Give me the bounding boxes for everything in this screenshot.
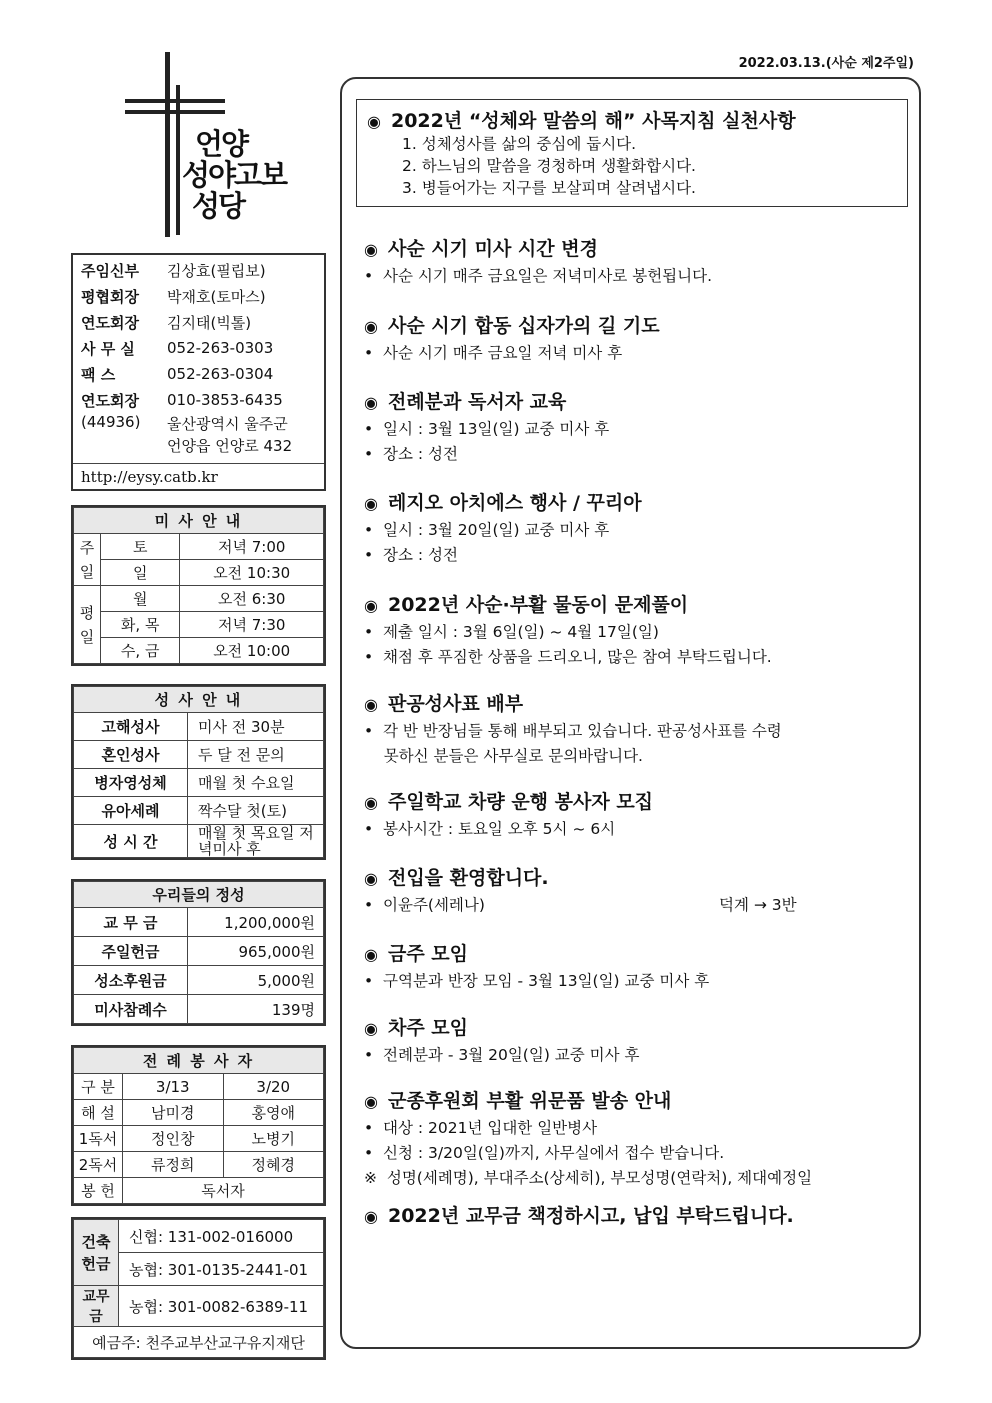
mass-day: 화, 목 (101, 612, 180, 638)
section-item (364, 744, 909, 769)
offering-table (73, 881, 324, 1024)
bullseye-icon: ◉ (364, 317, 378, 336)
section-item-text: • 대상 : 2021년 입대한 일반병사 (364, 1119, 598, 1137)
bullseye-icon: ◉ (364, 393, 378, 412)
server-name: 정인창 (123, 1126, 224, 1152)
info-row (73, 387, 324, 413)
bullseye-icon: ◉ (364, 596, 378, 615)
bullseye-icon: ◉ (364, 793, 378, 812)
servers-table (73, 1047, 324, 1204)
sacrament-info: 짝수달 첫(토) (188, 797, 324, 825)
cross-vertical-1 (165, 52, 170, 237)
mass-title: 미 사 안 내 (74, 508, 324, 534)
server-name: 남미경 (123, 1100, 224, 1126)
info-label: 사 무 실 (81, 339, 135, 358)
offering-amount: 1,200,000원 (188, 908, 324, 937)
section-title-text: 2022년 교무금 책정하시고, 납입 부탁드립니다. (387, 1205, 794, 1227)
section-title-text: 판공성사표 배부 (387, 693, 524, 715)
info-value: 김상효(필립보) (167, 261, 266, 280)
section-title-text: 차주 모임 (387, 1017, 468, 1039)
website-link[interactable]: http://eysy.catb.kr (73, 463, 324, 490)
section-title (364, 387, 909, 414)
accounts-table (73, 1219, 324, 1358)
section-title-text: 사순 시기 합동 십자가의 길 기도 (387, 315, 660, 337)
section-title (364, 787, 909, 814)
sacrament-info: 매월 첫 수요일 (188, 769, 324, 797)
servers-header-date: 3/20 (223, 1074, 324, 1100)
guideline-item: 3. 병들어가는 지구를 보살피며 살려냅시다. (402, 179, 696, 197)
cross-vertical-2 (176, 85, 180, 235)
section-item (364, 1166, 909, 1191)
bullseye-icon: ◉ (364, 1207, 378, 1226)
sacrament-table (73, 686, 324, 858)
announcement-section (364, 1013, 909, 1068)
bullseye-icon: ◉ (364, 240, 378, 259)
section-item-extra: 덕계 → 3반 (719, 896, 797, 914)
server-role: 1독서 (74, 1126, 123, 1152)
section-item (364, 1043, 909, 1068)
section-item (364, 442, 909, 467)
mass-day: 토 (101, 534, 180, 560)
logo-line1: 언양 (195, 127, 248, 161)
section-title-text: 군종후원회 부활 위문품 발송 안내 (387, 1090, 672, 1112)
sunday-label: 주일 (74, 534, 101, 586)
server-role: 봉 헌 (74, 1178, 123, 1204)
mass-table (73, 507, 324, 664)
announcement-section (364, 1201, 909, 1231)
section-item (364, 341, 909, 366)
info-row (73, 309, 324, 335)
guideline-item: 1. 성체성사를 삶의 중심에 둡시다. (402, 135, 637, 153)
server-name: 독서자 (123, 1178, 324, 1204)
server-name: 정혜경 (223, 1152, 324, 1178)
mass-schedule-box (71, 505, 326, 666)
bullseye-icon: ◉ (364, 869, 378, 888)
section-item-text: • 이윤주(세레나) (364, 896, 485, 914)
section-title (364, 234, 909, 261)
announcement-section (364, 689, 909, 769)
announcement-section (364, 939, 909, 994)
section-item (364, 417, 909, 442)
guideline-title: ◉ 2022년 “성체와 말씀의 해” 사목지침 실천사항 (367, 110, 796, 132)
section-title (364, 1013, 909, 1040)
address-block (73, 413, 324, 457)
sacrament-name: 유아세례 (74, 797, 188, 825)
info-value: 박재호(토마스) (167, 287, 266, 306)
section-item (364, 719, 909, 744)
offering-label: 미사참례수 (74, 995, 188, 1024)
section-item (364, 620, 909, 645)
section-title-text: 전입을 환영합니다. (387, 867, 549, 889)
sacrament-name: 혼인성사 (74, 741, 188, 769)
sacrament-info: 매월 첫 목요일 저녁미사 후 (188, 825, 324, 858)
bullseye-icon: ◉ (367, 112, 381, 131)
info-value: 052-263-0304 (167, 365, 274, 383)
servers-header-date: 3/13 (123, 1074, 224, 1100)
guideline-item: 2. 하느님의 말씀을 경청하며 생활화합시다. (402, 157, 696, 175)
church-logo (120, 52, 320, 242)
announcement-section (364, 387, 909, 467)
servers-header-label: 구 분 (74, 1074, 123, 1100)
server-name: 류정희 (123, 1152, 224, 1178)
section-item-text: • 신청 : 3/20일(일)까지, 사무실에서 접수 받습니다. (364, 1144, 725, 1162)
mass-day: 월 (101, 586, 180, 612)
section-item-text: • 구역분과 반장 모임 - 3월 13일(일) 교중 미사 후 (364, 972, 710, 990)
section-item-text: • 채점 후 푸짐한 상품을 드리오니, 많은 참여 부탁드립니다. (364, 648, 772, 666)
section-title-text: 레지오 아치에스 행사 / 꾸리아 (387, 492, 642, 514)
section-item (364, 518, 909, 543)
server-role: 2독서 (74, 1152, 123, 1178)
bullseye-icon: ◉ (364, 695, 378, 714)
section-title (364, 1201, 909, 1228)
bullseye-icon: ◉ (364, 1092, 378, 1111)
bullseye-icon: ◉ (364, 945, 378, 964)
section-item (364, 817, 909, 842)
offering-label: 주일헌금 (74, 937, 188, 966)
sacrament-name: 병자영성체 (74, 769, 188, 797)
section-title-text: 금주 모임 (387, 943, 468, 965)
section-item-text: • 사순 시기 매주 금요일은 저녁미사로 봉헌됩니다. (364, 267, 713, 285)
section-item (364, 893, 909, 918)
announcement-section (364, 863, 909, 918)
accounts-box (71, 1217, 326, 1360)
section-item-text: • 장소 : 성전 (364, 546, 458, 564)
kyomu-label: 교무금 (74, 1286, 119, 1327)
sacrament-name: 성 시 간 (74, 825, 188, 858)
info-row (73, 361, 324, 387)
section-item-text: • 일시 : 3월 13일(일) 교중 미사 후 (364, 420, 610, 438)
weekday-label: 평일 (74, 586, 101, 664)
section-item (364, 264, 909, 289)
servers-title: 전 례 봉 사 자 (74, 1048, 324, 1074)
announcement-section (364, 234, 909, 289)
bulletin-date: 2022.03.13.(사순 제2주일) (738, 56, 914, 71)
offering-amount: 965,000원 (188, 937, 324, 966)
logo-line2: 성야고보 (182, 158, 287, 192)
section-item-text: ※ 성명(세례명), 부대주소(상세히), 부모성명(연락처), 제대예정일 (364, 1169, 813, 1187)
church-info-box (71, 253, 326, 491)
cross-horizontal-2 (125, 110, 225, 114)
offering-amount: 5,000원 (188, 966, 324, 995)
info-label: 주임신부 (81, 261, 139, 280)
offering-box (71, 879, 326, 1026)
mass-day: 일 (101, 560, 180, 586)
logo-line3: 성당 (192, 189, 245, 223)
section-title (364, 939, 909, 966)
section-title-text: 전례분과 독서자 교육 (387, 391, 567, 413)
announcement-section (364, 488, 909, 568)
servers-box (71, 1045, 326, 1206)
section-title (364, 1086, 909, 1113)
zip-code: (44936) (81, 413, 141, 431)
announcement-section (364, 311, 909, 366)
server-name: 홍영애 (223, 1100, 324, 1126)
offering-amount: 139명 (188, 995, 324, 1024)
bullseye-icon: ◉ (364, 1019, 378, 1038)
offering-title: 우리들의 정성 (74, 882, 324, 908)
sacrament-info: 두 달 전 문의 (188, 741, 324, 769)
mass-day: 수, 금 (101, 638, 180, 664)
announcements-panel (340, 77, 921, 1349)
info-row (73, 257, 324, 283)
cross-horizontal-1 (125, 99, 225, 103)
building-fund-label: 건축헌금 (74, 1220, 119, 1286)
mass-time: 저녁 7:00 (180, 534, 324, 560)
mass-time: 오전 10:30 (180, 560, 324, 586)
offering-label: 교 무 금 (74, 908, 188, 937)
sacrament-info: 미사 전 30분 (188, 713, 324, 741)
kyomu-account: 농협: 301-0082-6389-11 (119, 1286, 324, 1327)
section-item-text: • 제출 일시 : 3월 6일(일) ~ 4월 17일(일) (364, 623, 659, 641)
section-item-text: • 각 반 반장님들 통해 배부되고 있습니다. 판공성사표를 수령 (364, 722, 782, 740)
section-item-text: • 일시 : 3월 20일(일) 교중 미사 후 (364, 521, 610, 539)
building-account-2: 농협: 301-0135-2441-01 (119, 1253, 324, 1286)
info-label: 팩 스 (81, 365, 116, 384)
server-name: 노병기 (223, 1126, 324, 1152)
section-item-text: • 전례분과 - 3월 20일(일) 교중 미사 후 (364, 1046, 640, 1064)
offering-label: 성소후원금 (74, 966, 188, 995)
section-item (364, 1116, 909, 1141)
pastoral-guideline-box (356, 99, 908, 207)
section-title (364, 590, 909, 617)
account-holder: 예금주: 천주교부산교구유지재단 (74, 1327, 324, 1358)
info-value: 052-263-0303 (167, 339, 274, 357)
sacrament-box (71, 684, 326, 860)
section-title-text: 주일학교 차량 운행 봉사자 모집 (387, 791, 654, 813)
server-role: 해 설 (74, 1100, 123, 1126)
mass-time: 오전 10:00 (180, 638, 324, 664)
bullseye-icon: ◉ (364, 494, 378, 513)
mass-time: 저녁 7:30 (180, 612, 324, 638)
sacrament-title: 성 사 안 내 (74, 687, 324, 713)
section-item (364, 969, 909, 994)
section-item (364, 1141, 909, 1166)
address-line1: 울산광역시 울주군 (167, 415, 288, 433)
announcement-section (364, 590, 909, 670)
section-title (364, 689, 909, 716)
info-label: 평협회장 (81, 287, 139, 306)
info-row (73, 283, 324, 309)
section-title-text: 사순 시기 미사 시간 변경 (387, 238, 598, 260)
section-item-text: 못하신 분들은 사무실로 문의바랍니다. (364, 747, 643, 765)
section-title (364, 863, 909, 890)
section-item-text: • 봉사시간 : 토요일 오후 5시 ~ 6시 (364, 820, 616, 838)
info-row (73, 335, 324, 361)
section-item-text: • 장소 : 성전 (364, 445, 458, 463)
info-label: 연도회장 (81, 391, 139, 410)
mass-time: 오전 6:30 (180, 586, 324, 612)
section-item (364, 543, 909, 568)
address-line2: 언양읍 언양로 432 (167, 437, 293, 455)
section-title (364, 488, 909, 515)
sacrament-name: 고해성사 (74, 713, 188, 741)
announcement-section (364, 787, 909, 842)
building-account-1: 신협: 131-002-016000 (119, 1220, 324, 1253)
info-label: 연도회장 (81, 313, 139, 332)
announcement-section (364, 1086, 909, 1191)
info-value: 010-3853-6435 (167, 391, 283, 409)
section-item (364, 645, 909, 670)
section-item-text: • 사순 시기 매주 금요일 저녁 미사 후 (364, 344, 623, 362)
info-value: 김지태(빅톨) (167, 313, 252, 332)
section-title (364, 311, 909, 338)
section-title-text: 2022년 사순·부활 물동이 문제풀이 (387, 594, 689, 616)
